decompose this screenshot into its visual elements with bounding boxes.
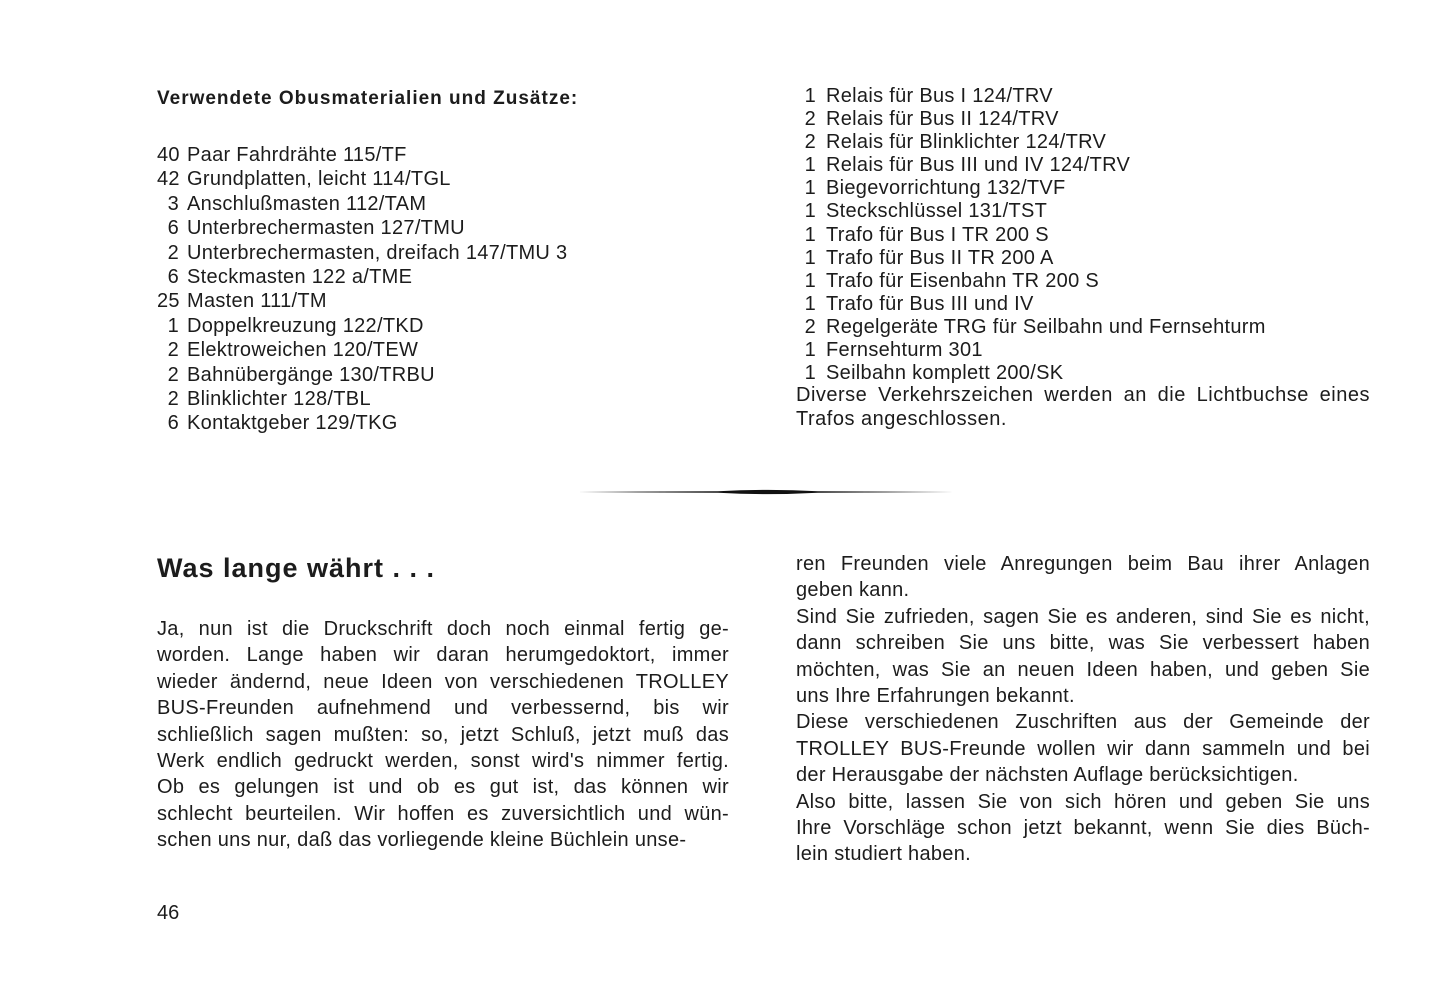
material-item: [157, 289, 567, 313]
material-item: [796, 177, 1266, 200]
material-item: [796, 200, 1266, 223]
text-line: BUS-Freunden aufnehmend und verbessernd, bis wir: [157, 697, 729, 720]
note-line: Diverse Verkehrszeichen werden an die Lichtbuchse eines: [796, 384, 1370, 406]
item-description: Grundplatten, leicht 114/TGL: [187, 168, 451, 191]
note-line: Trafos angeschlossen.: [796, 408, 1007, 430]
item-description: Bahnübergänge 130/TRBU: [187, 363, 435, 386]
material-item: [157, 167, 567, 191]
material-item: [157, 216, 567, 240]
text-line: schließlich sagen mußten: so, jetzt Schluß, jetzt muß das: [157, 723, 729, 746]
item-description: Blinklichter 128/TBL: [187, 388, 371, 411]
item-quantity: 2: [167, 241, 179, 264]
item-quantity: 2: [804, 131, 816, 154]
material-item: [157, 387, 567, 411]
item-description: Trafo für Eisenbahn TR 200 S: [826, 269, 1099, 292]
material-item: [796, 224, 1266, 247]
material-item: [157, 338, 567, 362]
item-description: Trafo für Bus II TR 200 A: [826, 246, 1054, 269]
traffic-signs-note: [796, 383, 1370, 431]
material-item: [157, 363, 567, 387]
text-line: TROLLEY BUS-Freunde wollen wir dann sammeln und bei: [796, 737, 1370, 760]
item-quantity: 40: [157, 144, 180, 166]
material-item: [796, 85, 1266, 108]
item-quantity: 1: [804, 362, 816, 385]
text-line: wieder ändernd, neue Ideen von verschiedenen TROLLEY: [157, 670, 729, 693]
text-line: Also bitte, lassen Sie von sich hören und geben Sie uns: [796, 790, 1370, 813]
material-item: [796, 339, 1266, 362]
item-quantity: 1: [804, 292, 816, 315]
text-line: schen uns nur, daß das vorliegende kleine Büchlein unse-: [157, 829, 687, 852]
item-quantity: 2: [167, 339, 179, 362]
text-line: dann schreiben Sie uns bitte, was Sie verbessert haben: [796, 632, 1370, 655]
text-line: Ihre Vorschläge schon jetzt bekannt, wenn Sie dies Büch-: [796, 817, 1370, 840]
item-quantity: 6: [167, 266, 179, 289]
item-description: Seilbahn komplett 200/SK: [826, 362, 1064, 385]
material-item: [796, 270, 1266, 293]
text-line: der Herausgabe der nächsten Auflage berücksichtigen.: [796, 764, 1299, 787]
item-description: Paar Fahrdrähte 115/TF: [187, 144, 407, 166]
item-quantity: 1: [804, 246, 816, 269]
article-column-left: [157, 616, 729, 854]
item-quantity: 2: [167, 363, 179, 386]
material-item: [796, 131, 1266, 154]
material-item: [157, 265, 567, 289]
text-line: Sind Sie zufrieden, sagen Sie es anderen, sind Sie es nicht,: [796, 605, 1370, 628]
item-quantity: 2: [804, 108, 816, 131]
item-description: Relais für Bus III und IV 124/TRV: [826, 154, 1131, 177]
article-title: Was lange währt . . .: [157, 553, 436, 583]
text-line: möchten, was Sie an neuen Ideen haben, und geben Sie: [796, 658, 1370, 681]
text-line: schlecht beurteilen. Wir hoffen es zuversichtlich und wün-: [157, 802, 729, 825]
material-item: [796, 316, 1266, 339]
material-item: [796, 362, 1266, 385]
item-description: Steckschlüssel 131/TST: [826, 200, 1048, 223]
item-description: Regelgeräte TRG für Seilbahn und Fernsehturm: [826, 315, 1266, 338]
item-description: Unterbrechermasten 127/TMU: [187, 217, 465, 240]
material-item: [157, 314, 567, 338]
item-quantity: 1: [804, 200, 816, 223]
text-line: ren Freunden viele Anregungen beim Bau ihrer Anlagen: [796, 553, 1370, 575]
item-description: Kontaktgeber 129/TKG: [187, 412, 398, 435]
material-item: [157, 143, 567, 167]
item-description: Masten 111/TM: [187, 290, 327, 313]
item-quantity: 1: [167, 314, 179, 337]
text-line: Ja, nun ist die Druckschrift doch noch einmal fertig ge-: [157, 618, 729, 640]
materials-heading: Verwendete Obusmaterialien und Zusätze:: [157, 88, 579, 109]
item-quantity: 6: [167, 217, 179, 240]
item-quantity: 1: [804, 269, 816, 292]
item-description: Relais für Blinklichter 124/TRV: [826, 131, 1107, 154]
text-line: Ob es gelungen ist und ob es gut ist, das können wir: [157, 776, 729, 799]
text-line: lein studiert haben.: [796, 843, 972, 866]
article-column-right: [796, 551, 1370, 868]
text-line: worden. Lange haben wir daran herumgedoktort, immer: [157, 644, 729, 667]
item-quantity: 42: [157, 168, 180, 191]
item-quantity: 1: [804, 177, 816, 200]
item-description: Anschlußmasten 112/TAM: [187, 192, 427, 215]
item-quantity: 1: [804, 339, 816, 362]
material-item: [157, 241, 567, 265]
item-quantity: 1: [804, 223, 816, 246]
item-description: Fernsehturm 301: [826, 339, 983, 362]
item-description: Trafo für Bus III und IV: [826, 292, 1034, 315]
item-quantity: 3: [167, 192, 179, 215]
text-line: Werk endlich gedruckt werden, sonst wird's nimmer fertig.: [157, 750, 729, 773]
section-divider: [578, 486, 954, 498]
material-item: [796, 293, 1266, 316]
material-item: [157, 192, 567, 216]
item-description: Relais für Bus I 124/TRV: [826, 85, 1053, 107]
page-number: 46: [157, 902, 180, 924]
item-description: Elektroweichen 120/TEW: [187, 339, 419, 362]
item-description: Biegevorrichtung 132/TVF: [826, 177, 1066, 200]
material-item: [157, 411, 567, 435]
text-line: uns Ihre Erfahrungen bekannt.: [796, 685, 1075, 708]
material-item: [796, 247, 1266, 270]
materials-list-right: [796, 85, 1266, 385]
item-description: Doppelkreuzung 122/TKD: [187, 314, 424, 337]
materials-list-left: [157, 143, 567, 436]
text-line: geben kann.: [796, 579, 910, 602]
item-quantity: 25: [157, 290, 180, 313]
item-description: Relais für Bus II 124/TRV: [826, 108, 1059, 131]
item-description: Unterbrechermasten, dreifach 147/TMU 3: [187, 241, 568, 264]
item-description: Steckmasten 122 a/TME: [187, 266, 413, 289]
item-description: Trafo für Bus I TR 200 S: [826, 223, 1049, 246]
material-item: [796, 154, 1266, 177]
material-item: [796, 108, 1266, 131]
item-quantity: 1: [804, 154, 816, 177]
item-quantity: 1: [804, 85, 816, 107]
item-quantity: 2: [167, 388, 179, 411]
item-quantity: 2: [804, 315, 816, 338]
text-line: Diese verschiedenen Zuschriften aus der Gemeinde der: [796, 711, 1370, 734]
item-quantity: 6: [167, 412, 179, 435]
